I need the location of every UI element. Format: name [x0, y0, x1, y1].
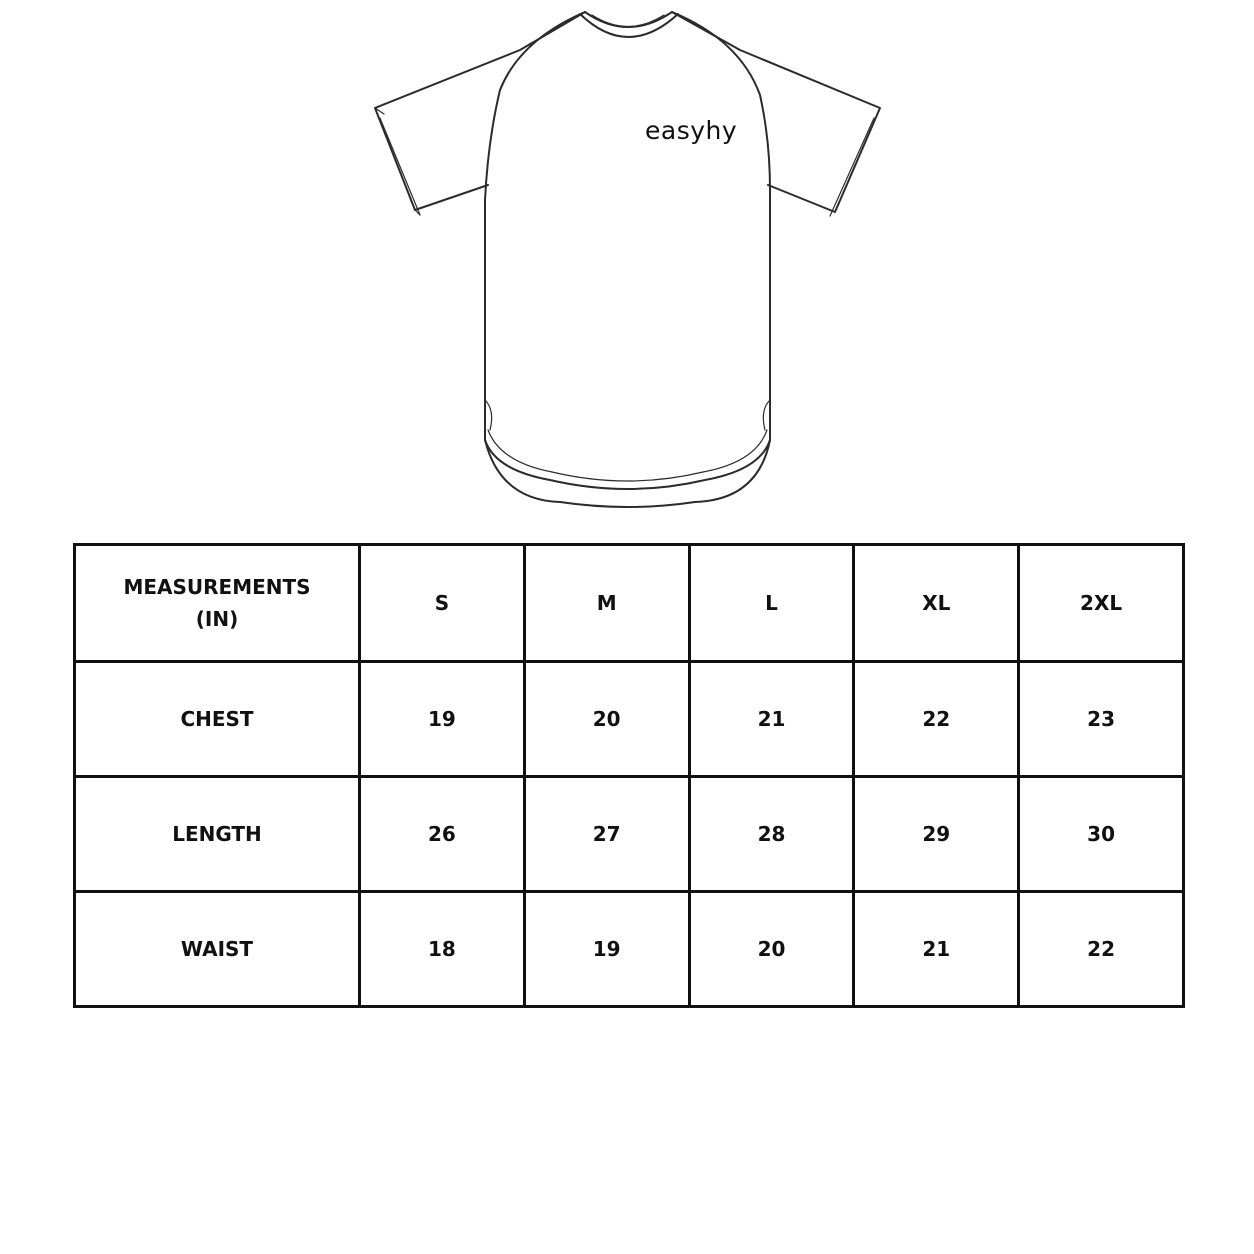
size-header-s: S [360, 545, 525, 662]
table-header-row [75, 545, 1184, 662]
table-cell: 30 [1019, 777, 1184, 892]
table-cell: 26 [360, 777, 525, 892]
table-cell: 28 [689, 777, 854, 892]
measurements-header-unit: (IN) [195, 607, 239, 631]
table-cell: 27 [524, 777, 689, 892]
table-row-waist [75, 892, 1184, 1007]
table-cell: 29 [854, 777, 1019, 892]
table-cell: 21 [854, 892, 1019, 1007]
table-cell: 22 [854, 662, 1019, 777]
table-row-length [75, 777, 1184, 892]
table-cell: 22 [1019, 892, 1184, 1007]
table-cell: 20 [524, 662, 689, 777]
measurements-header-label: MEASUREMENTS [123, 575, 311, 599]
table-cell: 20 [689, 892, 854, 1007]
size-chart-table [73, 543, 1185, 1008]
row-label-chest: CHEST [75, 662, 360, 777]
table-cell: 19 [524, 892, 689, 1007]
table-cell: 21 [689, 662, 854, 777]
size-header-m: M [524, 545, 689, 662]
table-cell: 18 [360, 892, 525, 1007]
size-header-xl: XL [854, 545, 1019, 662]
table-row-chest [75, 662, 1184, 777]
brand-logo: easyhy [645, 116, 738, 145]
tshirt-outline-icon [360, 0, 900, 520]
size-header-2xl: 2XL [1019, 545, 1184, 662]
table-cell: 19 [360, 662, 525, 777]
table-cell: 23 [1019, 662, 1184, 777]
row-label-waist: WAIST [75, 892, 360, 1007]
size-header-l: L [689, 545, 854, 662]
row-label-length: LENGTH [75, 777, 360, 892]
tshirt-illustration [360, 0, 900, 520]
measurements-header-cell [75, 545, 360, 662]
